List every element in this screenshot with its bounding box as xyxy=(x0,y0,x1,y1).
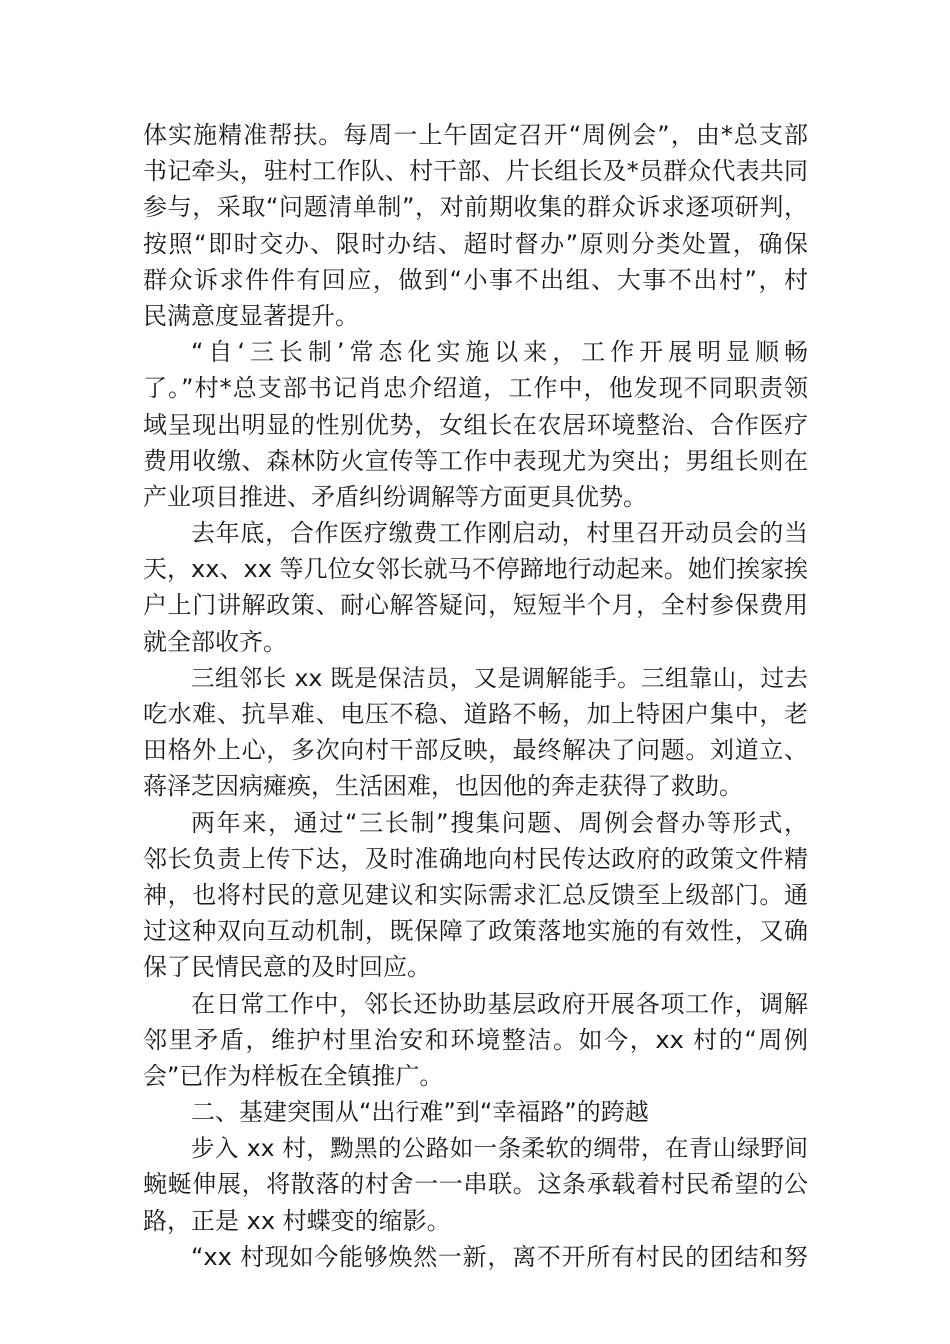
text-line: 了。”村*总支部书记肖忠介绍道，工作中，他发现不同职责领 xyxy=(143,374,808,403)
text-line: “自‘三长制’常态化实施以来，工作开展明显顺畅 xyxy=(191,338,808,367)
text-line: 神，也将村民的意见建议和实际需求汇总反馈至上级部门。通 xyxy=(143,880,808,909)
text-line: 田格外上心，多次向村干部反映，最终解决了问题。刘道立、 xyxy=(143,736,808,765)
text-line: 步入 xx 村，黝黑的公路如一条柔软的绸带，在青山绿野间 xyxy=(191,1134,808,1163)
text-line: 民满意度显著提升。 xyxy=(143,301,359,330)
text-line: 域呈现出明显的性别优势，女组长在农居环境整治、合作医疗 xyxy=(143,410,808,439)
text-line: 在日常工作中，邻长还协助基层政府开展各项工作，调解 xyxy=(191,989,808,1018)
text-line: 两年来，通过“三长制”搜集问题、周例会督办等形式， xyxy=(191,808,808,837)
text-line: 户上门讲解政策、耐心解答疑问，短短半个月，全村参保费用 xyxy=(143,591,808,620)
text-line: 邻长负责上传下达，及时准确地向村民传达政府的政策文件精 xyxy=(143,844,808,873)
text-line: 群众诉求件件有回应，做到“小事不出组、大事不出村”，村 xyxy=(143,265,808,294)
text-line: 三组邻长 xx 既是保洁员，又是调解能手。三组靠山，过去 xyxy=(191,663,808,692)
text-line: 蜿蜒伸展，将散落的村舍一一串联。这条承载着村民希望的公 xyxy=(143,1170,808,1199)
text-line: 就全部收齐。 xyxy=(143,627,287,656)
text-line: 书记牵头，驻村工作队、村干部、片长组长及*员群众代表共同 xyxy=(143,157,808,186)
text-line: 按照“即时交办、限时办结、超时督办”原则分类处置，确保 xyxy=(143,229,808,258)
text-line: 二、基建突围从“出行难”到“幸福路”的跨越 xyxy=(191,1098,649,1127)
text-line: 路，正是 xx 村蝶变的缩影。 xyxy=(143,1206,451,1235)
text-line: 会”已作为样板在全镇推广。 xyxy=(143,1061,444,1090)
text-line: 产业项目推进、矛盾纠纷调解等方面更具优势。 xyxy=(143,482,647,511)
text-line: 保了民情民意的及时回应。 xyxy=(143,953,431,982)
text-line: 体实施精准帮扶。每周一上午固定召开“周例会”，由*总支部 xyxy=(143,121,808,149)
text-line: 蒋泽芝因病瘫痪，生活困难，也因他的奔走获得了救助。 xyxy=(143,772,743,801)
text-line: 去年底，合作医疗缴费工作刚启动，村里召开动员会的当 xyxy=(191,519,808,548)
text-line: 吃水难、抗旱难、电压不稳、道路不畅，加上特困户集中，老 xyxy=(143,700,808,728)
text-line: 过这种双向互动机制，既保障了政策落地实施的有效性，又确 xyxy=(143,917,808,946)
body-text xyxy=(143,117,808,1275)
text-line: 天，xx、xx 等几位女邻长就马不停蹄地行动起来。她们挨家挨 xyxy=(143,555,808,584)
text-line: “xx 村现如今能够焕然一新，离不开所有村民的团结和努 xyxy=(191,1242,808,1271)
text-line: 费用收缴、森林防火宣传等工作中表现尤为突出；男组长则在 xyxy=(143,446,808,475)
text-line: 参与，采取“问题清单制”，对前期收集的群众诉求逐项研判， xyxy=(143,193,808,222)
text-line: 邻里矛盾，维护村里治安和环境整洁。如今，xx 村的“周例 xyxy=(143,1025,808,1054)
